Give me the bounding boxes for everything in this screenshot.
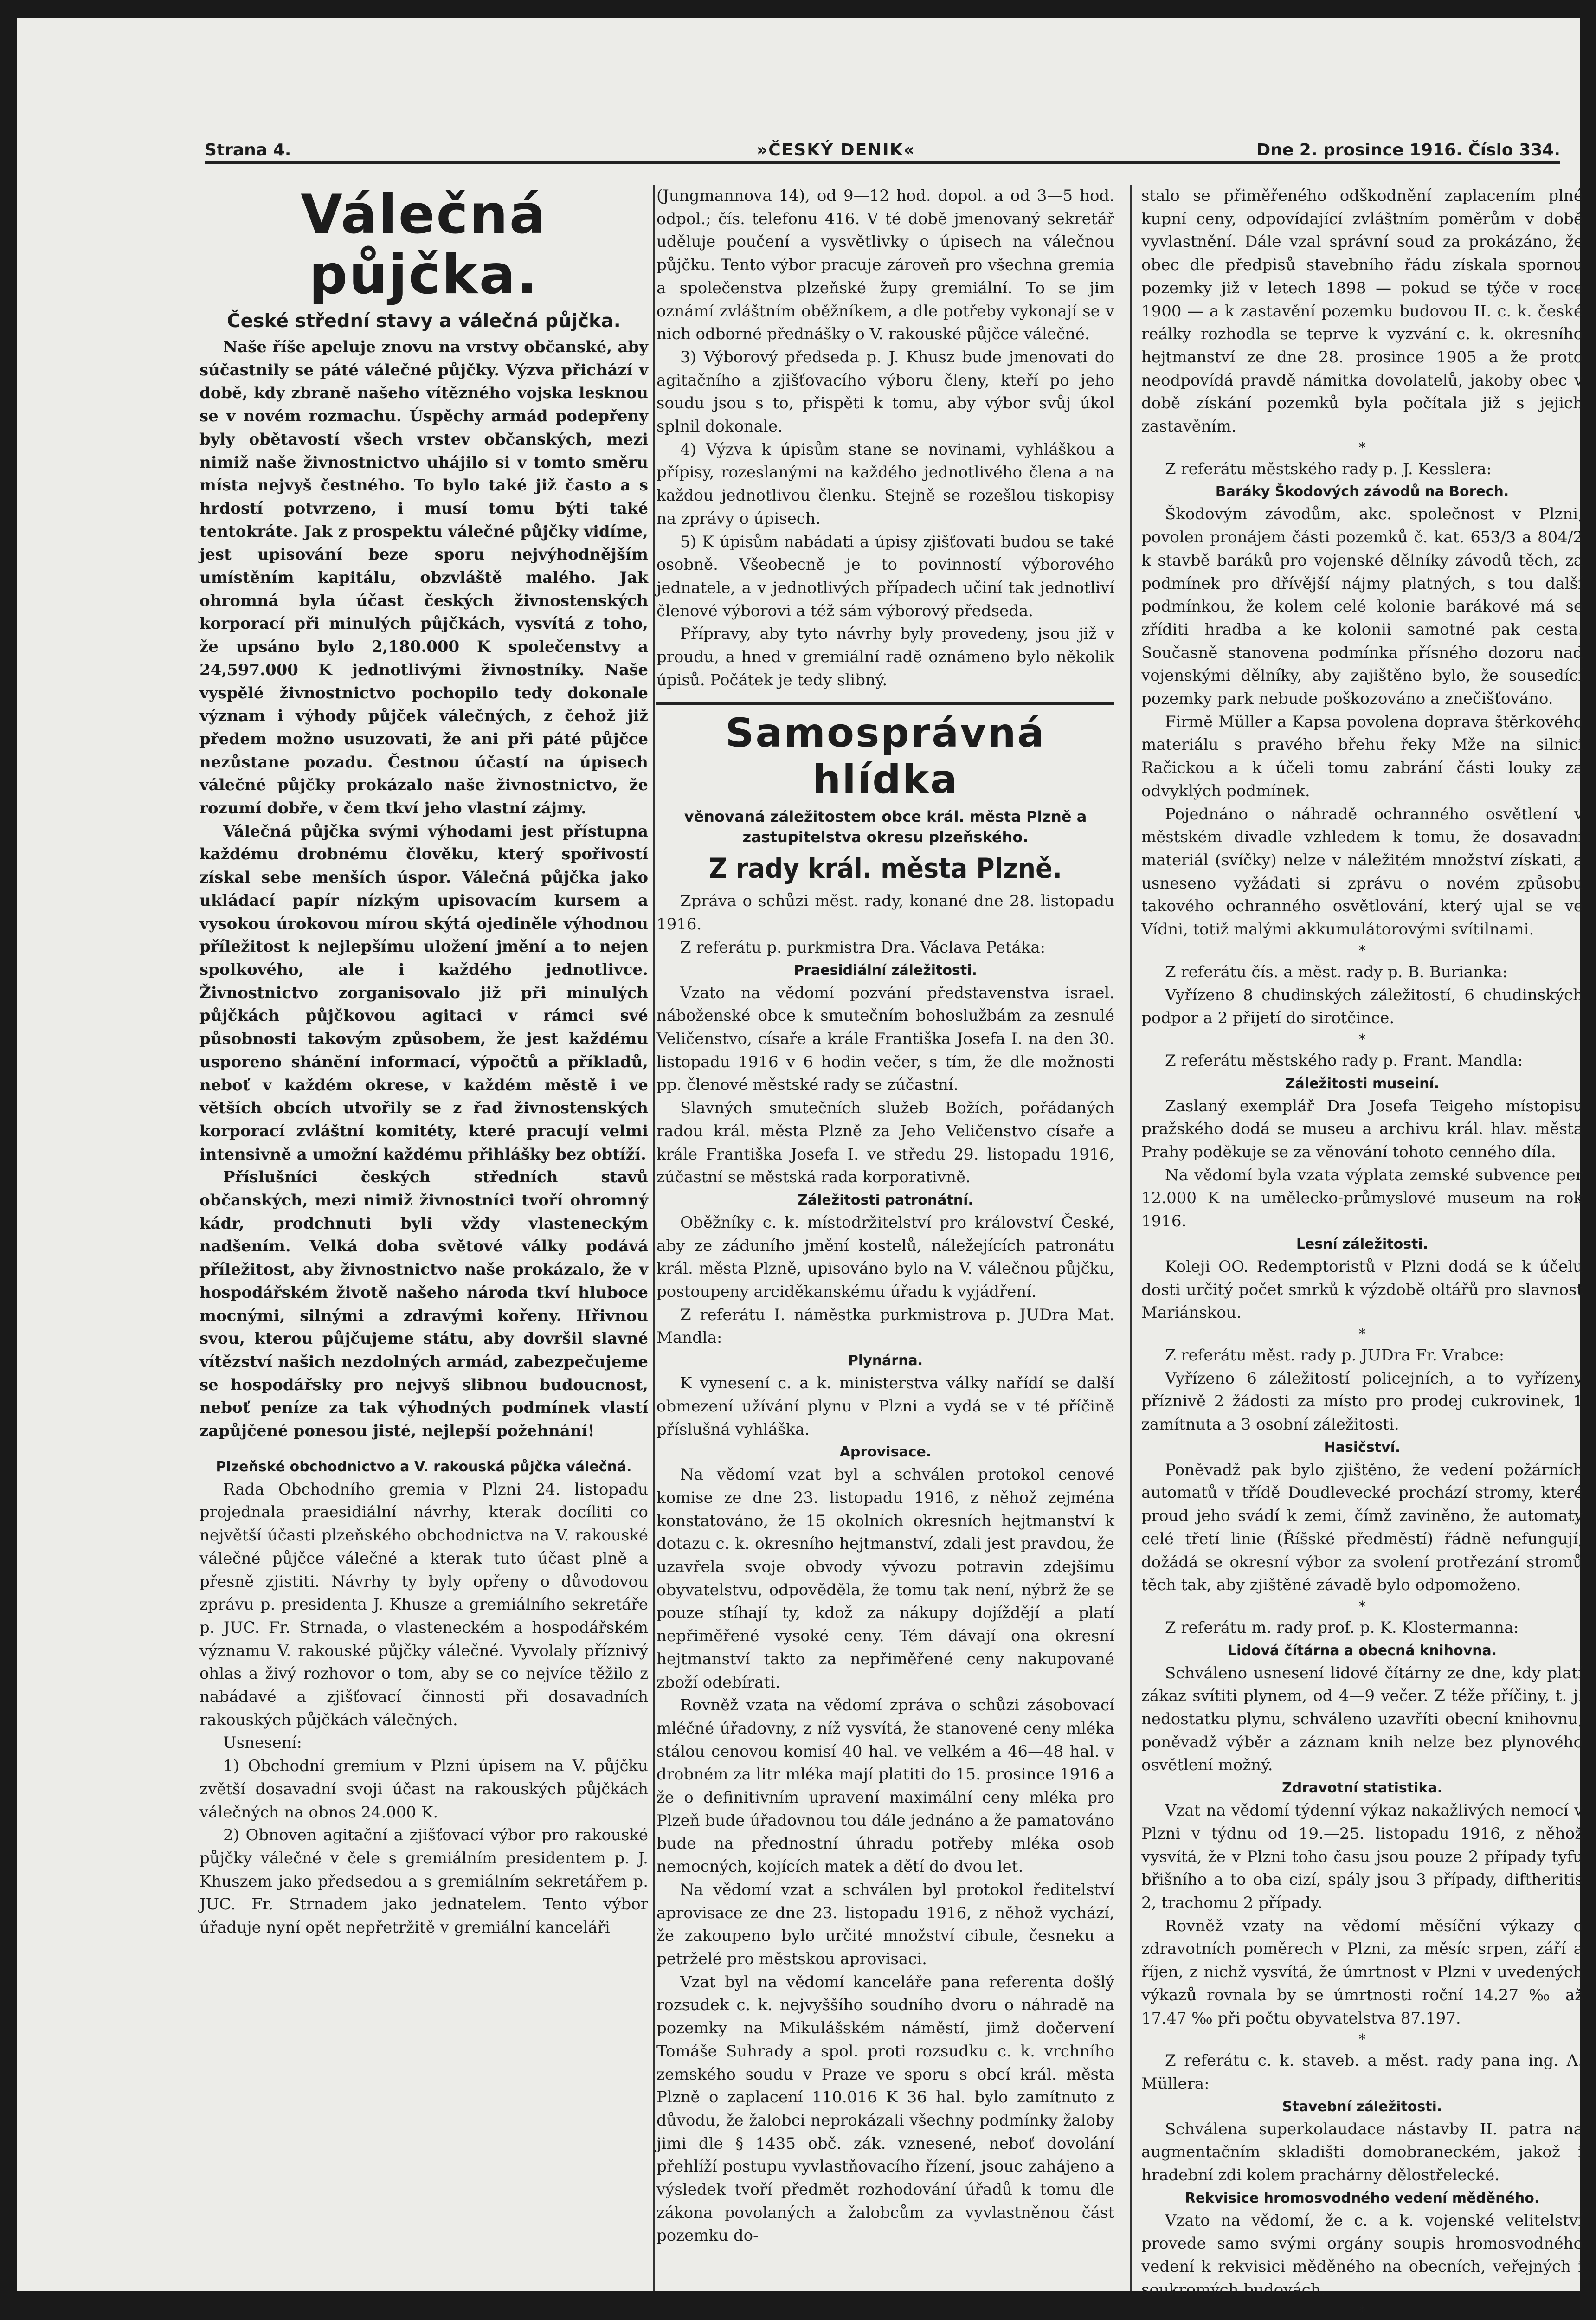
article-paragraph: Z referátu měst. rady p. JUDra Fr. Vrabce: [1165, 1346, 1505, 1365]
headline-municipal: Samosprávná hlídka [725, 710, 1046, 803]
separator-star: * [1358, 2031, 1366, 2048]
section-divider [656, 702, 1114, 705]
article-paragraph: Vzat na vědomí týdenní výkaz nakažlivých nemocí v Plzni v týdnu od 19.—25. listopadu 1916, z něhož vysvítá, že v Plzni toho času jsou pouze 2 případy tyfu břišního a to oba cizí, spály jsou 3 případy, diftheritis 2, trachomu 2 případy. [1141, 1801, 1583, 1912]
article-paragraph: 5) K úpisům nabádati a úpisy zjišťovati budou se také osobně. Všeobecně je to povinností výborového jednatele, a v jednotlivých případech učiní tak jednotliví členové výborovi a též sám výborový předseda. [656, 532, 1114, 620]
article-paragraph: Válečná půjčka svými výhodami jest přístupna každému drobnému člověku, který spořivostí získal sebe menších úspor. Válečná půjčka jako ukládací papír nízkým upisovacím kursem a vysokou úrokovou mírou skýtá ojediněle výhodnou příležitost k nejlepšímu uložení jmění a to nejen spolkového, ale i každého jednotlivce. Živnostnictvo zorganisovalo již při minulých půjčkách půjčkovou agitaci v rámci své působnosti takovým způsobem, že jest každému usporeno shánění informací, výpočtů a příkladů, neboť v každém okrese, v každém městě i ve větších obcích utvořily se z řad živnostenských korporací zvláštní komitéty, které pracují velmi intensivně a umožní každému přihlášky bez obtíží. [200, 822, 648, 1164]
article-paragraph: Oběžníky c. k. místodržitelství pro království České, aby ze záduního jmění kostelů, náležejících patronátu král. města Plzně, upisováno bylo na V. válečnou půjčku, postoupeny arciděkanskému úřadu k vyjádření. [656, 1213, 1114, 1302]
subsection-heading: Lesní záležitosti. [1296, 1236, 1429, 1252]
page-header [205, 143, 1560, 164]
subheadline: věnovaná záležitostem obce král. města Plzně a zastupitelstva okresu plzeňského. [684, 808, 1087, 846]
article-paragraph: Z referátu čís. a měst. rady p. B. Burianka: [1165, 962, 1508, 981]
issue-date: Dne 2. prosince 1916. Číslo 334. [1256, 141, 1560, 160]
article-paragraph: Škodovým závodům, akc. společnost v Plzni, povolen pronájem části pozemků č. kat. 653/3 a 804/2 k stavbě baráků pro vojenské dělníky závodů těch, za podmínek pro dřívější nájmy platných, s tou další podmínkou, že kolem celé kolonie barákové má se zříditi hradba a ke kolonii samotné pak cesta. Současně stanovena podmínka přísného dozoru nad vojenskými dělníky, aby zajištěno bylo, že sousedící pozemky park nebude poškozováno a znečišťováno. [1141, 505, 1583, 709]
article-paragraph: Naše říše apeluje znovu na vrstvy občanské, aby súčastnily se páté válečné půjčky. Výzva přichází v době, kdy zbraně našeho vítězného vojska lesknou se v novém rozmachu. Úspěchy armád podepřeny byly obětavostí všech vrstev občanských, mezi nimiž naše živnostnictvo uhájilo si v tomto směru místa nejvyš čestného. To bylo také již často a s hrdostí potvrzeno, i musí tomu býti také tentokráte. Jak z prospektu válečné půjčky vidíme, jest upisování beze sporu nejvýhodnějším umístěním kapitálu, obzvláště malého. Jak ohromná byla účast českých živnostenských korporací při minulých půjčkách, vysvítá z toho, že upsáno bylo 2,180.000 K společenstvy a 24,597.000 K jednotlivými živnostníky. Naše vyspělé živnostnictvo pochopilo tedy dokonale význam i výhody půjček válečných, z čehož již předem možno usuzovati, že ani při páté půjčce nezůstane pozadu. Čestnou účastí na úpisech válečné půjčky prokázalo naše živnostnictvo, že rozumí dobře, v čem tkví jeho vlastní zájmy. [200, 338, 648, 818]
article-paragraph: Z referátu městského rady p. J. Kesslera: [1165, 459, 1492, 478]
column-1 [198, 185, 650, 2291]
article-paragraph: 4) Výzva k úpisům stane se novinami, vyhláškou a přípisy, rozeslanými na každého jednotlivého člena a na každou jednotlivou členku. Stejně se rozešlou tiskopisy na zprávy o úpisech. [656, 440, 1114, 528]
article-paragraph: Vzato na vědomí pozvání představenstva israel. náboženské obce k smutečním bohoslužbám za zesnulé Veličenstvo, císaře a krále Františka Josefa I. na den 30. listopadu 1916 v 6 hodin večer, s tím, že dle možnosti pp. členové městské rady se zúčastní. [656, 983, 1114, 1095]
subsection-heading: Záležitosti museiní. [1285, 1075, 1440, 1092]
subsection-heading: Rekvisice hromosvodného vedení měděného. [1184, 2190, 1540, 2206]
article-paragraph: Rovněž vzata na vědomí zpráva o schůzi zásobovací mléčné úřadovny, z níž vysvítá, že stanovené ceny mléka stálou cenovou komisí 40 hal. ve velkém a 46—48 hal. v drobném za litr mléka mají platiti do 15. prosince 1916 a že o definitivním upravení maximální ceny mléka pro Plzeň bude úřadovnou tou dále jednáno a že pamatováno bude na přednostní úhradu potřeby mléka osob nemocných, kojících matek a dětí do dvou let. [656, 1696, 1114, 1876]
article-paragraph: Schválena superkolaudace nástavby II. patra na augmentačním skladišti domobraneckém, jakož i hradební zdi kolem prachárny dělostřelecké. [1141, 2120, 1583, 2185]
article-paragraph: Koleji OO. Redemptoristů v Plzni dodá se k účelu dosti určitý počet smrků k výzdobě oltářů pro slavnost Mariánskou. [1141, 1257, 1583, 1322]
article-paragraph: Vzat byl na vědomí kanceláře pana referenta došlý rozsudek c. k. nejvyššího soudního dvoru o náhradě na pozemky na Mikulášském náměstí, jimž dočervení Tomáše Suhrady a spol. proti rozsudku c. k. vrchního zemského soudu v Praze ve sporu s obcí král. města Plzně o zaplacení 110.016 K 36 hal. bylo zamítnuto z důvodu, že žalobci neprokázali všechny podmínky žaloby jimi dle § 1435 obč. zák. vznesené, neboť dovolání přehlíží postupu vyvlastňovacího řízení, jsouc zahájeno a výsledek tvoří předmět rozhodování úřadů k tomu dle zákona povolaných a žalobcům za vyvlastněnou část pozemku do- [656, 1972, 1114, 2245]
article-paragraph: 2) Obnoven agitační a zjišťovací výbor pro rakouské půjčky válečné v čele s gremiálním presidentem p. J. Khuszem jako předsedou a s gremiálním sekretářem p. JUC. Fr. Strnadem jako jednatelem. Tento výbor úřaduje nyní opět nepřetržitě v gremiální kanceláři [200, 1826, 648, 1937]
article-paragraph: Z referátu c. k. staveb. a měst. rady pana ing. A. Müllera: [1141, 2051, 1583, 2093]
column-3 [1139, 185, 1585, 2320]
subsection-heading: Baráky Škodových závodů na Borech. [1215, 483, 1509, 500]
article-paragraph: Na vědomí vzat byl a schválen protokol cenové komise ze dne 23. listopadu 1916, z něhož zejména konstatováno, že 15 okolních okresních hejtmanství k dotazu c. k. okresního hejtmanství, zdali jest pravdou, že uzavřela svoje obvody vývozu potravin zdejšímu obyvatelstvu, odpověděla, že tomu tak není, nýbrž že se pouze stíhají ty, kdož za nákupy dojíždějí a platí nepřiměřené vysoké ceny. Tém dávají ona okresní hejtmanství takto za nepřiměřené ceny nakupované zboží odebírati. [656, 1465, 1114, 1692]
newspaper-title: »ČESKÝ DENIK« [757, 141, 915, 160]
article-paragraph: Z referátu městského rady p. Frant. Mandla: [1165, 1051, 1523, 1070]
separator-star: * [1358, 1326, 1366, 1342]
article-paragraph: Vyřízeno 8 chudinských záležitostí, 6 chudinských podpor a 2 přijetí do sirotčince. [1141, 986, 1583, 1028]
article-paragraph: Na vědomí byla vzata výplata zemské subvence per 12.000 K na umělecko-průmyslové museum na rok 1916. [1141, 1166, 1583, 1231]
article-paragraph: Z referátu m. rady prof. p. K. Klostermanna: [1165, 1618, 1519, 1637]
article-paragraph: 1) Obchodní gremium v Plzni úpisem na V. půjčku zvětší dosavadní svoji účast na rakouských půjčkách válečných na obnos 24.000 K. [200, 1757, 648, 1822]
subsection-heading: Praesidiální záležitosti. [794, 962, 977, 979]
separator-star: * [1358, 439, 1366, 456]
section-heading: Plzeňské obchodnictvo a V. rakouská půjčka válečná. [216, 1458, 632, 1475]
subsection-heading: Plynárna. [848, 1353, 923, 1369]
subsection-heading: Lidová čítárna a obecná knihovna. [1227, 1642, 1497, 1659]
newspaper-page [17, 18, 1583, 2320]
article-paragraph: Z referátu p. purkmistra Dra. Václava Petáka: [680, 938, 1046, 957]
article-paragraph: Poněvadž pak bylo zjištěno, že vedení požárních automatů v třídě Doudlevecké prochází stromy, které proud jeho svádí k zemi, čímž zaviněno, že automaty celé třetí linie (Říšské předměstí) řádně nefungují, dožádá se okresní výbor za svolení protřezání stromů těch tak, aby zjištěné závadě bylo odpomoženo. [1141, 1460, 1583, 1595]
separator-star: * [1358, 2303, 1366, 2320]
article-paragraph: Pojednáno o náhradě ochranného osvětlení v městském divadle vzhledem k tomu, že dosavadní materiál (svíčky) nelze v náležitém množství získati, a usneseno vyžádati si zprávu o novém způsobu takového ochranného osvětlování, který ujal se ve Vídni, totiž malými akkumulátorovými svítilnami. [1141, 805, 1583, 939]
article-paragraph: Zpráva o schůzi měst. rady, konané dne 28. listopadu 1916. [656, 892, 1114, 934]
article-paragraph: Schváleno usnesení lidové čítárny ze dne, kdy platí zákaz svítiti plynem, od 4—9 večer. Z téže příčiny, t. j. nedostatku plynu, schváleno uzavříti obecní knihovnu, poněvadž výběr a záznam knih nelze bez plynového osvětlení možný. [1141, 1663, 1583, 1775]
subsection-heading: Stavební záležitosti. [1282, 2098, 1442, 2115]
article-paragraph: Zaslaný exemplář Dra Josefa Teigeho místopisu pražského dodá se museu a archivu král. hlav. města Prahy poděkuje se za věnování tohoto cenného díla. [1141, 1096, 1583, 1162]
subsection-heading: Aprovisace. [839, 1444, 932, 1461]
subsection-heading: Zdravotní statistika. [1282, 1780, 1442, 1797]
article-paragraph: Usnesení: [223, 1734, 302, 1753]
page-number: Strana 4. [205, 141, 291, 160]
article-paragraph: Rovněž vzaty na vědomí měsíční výkazy o zdravotních poměrech v Plzni, za měsíc srpen, září a říjen, z nichž vysvítá, že úmrtnost v Plzni v uvedených výkazů rovnala by se úmrtnosti roční 14.27 ‰ až 17.47 ‰ při počtu obyvatelstva 87.197. [1141, 1916, 1583, 2028]
article-paragraph: Na vědomí vzat a schválen byl protokol ředitelství aprovisace ze dne 23. listopadu 1916, z něhož vychází, že zakoupeno bylo určité množství cibule, česneku a petrželé pro městskou aprovisaci. [656, 1880, 1114, 1968]
article-paragraph: Slavných smutečních služeb Božích, pořádaných radou král. města Plzně za Jeho Veličenstvo císaře a krále Františka Josefa I. ve středu 29. listopadu 1916, zúčastní se městská rada korporativně. [656, 1099, 1114, 1187]
headline-war-loan: Válečná půjčka. [301, 183, 547, 306]
article-paragraph: Firmě Müller a Kapsa povolena doprava štěrkového materiálu s pravého břehu řeky Mže na silnici Račickou a k účeli tomu zabrání části louky za odvyklých podmínek. [1141, 712, 1583, 800]
article-paragraph: Z referátu I. náměstka purkmistrova p. JUDra Mat. Mandla: [656, 1305, 1114, 1347]
separator-star: * [1358, 942, 1366, 959]
article-paragraph: stalo se přiměřeného odškodnění zaplacením plné kupní ceny, odpovídající zvláštním poměrům v době vyvlastnění. Dále vzal správní soud za prokázáno, že obec dle předpisů stavebního řádu získala spornou pozemky již v letech 1898 — pokud se týče v roce 1900 — a k zastavění pozemku budovou II. c. k. české reálky rozhodla se teprve k vyzvání c. k. okresního hejtmanství ze dne 28. prosince 1905 a že proto neodpovídá pravdě námitka dovolatelů, jakoby obec v době získání pozemků byla počítala již s jejich zastavěním. [1141, 187, 1583, 436]
article-paragraph: Vzato na vědomí, že c. a k. vojenské velitelství provede samo svými orgány soupis hromosvodného vedení k rekvisici měděného na obecních, veřejných i soukromých budovách. [1141, 2211, 1583, 2299]
subsection-heading: Záležitosti patronátní. [798, 1192, 973, 1208]
subheadline: České střední stavy a válečná půjčka. [227, 310, 621, 332]
article-paragraph: Rada Obchodního gremia v Plzni 24. listopadu projednala praesidiální návrhy, kterak docíliti co největší účasti plzeňského obchodnictva na V. rakouské válečné půjčce válečné a kterak tuto účast plně a přesně zjistiti. Návrhy ty byly opřeny o důvodovou zprávu p. presidenta J. Khusze a gremiálního sekretáře p. JUC. Fr. Strnada, o vlasteneckém a hospodářském významu V. rakouské půjčky válečné. Vyvolaly příznivý ohlas a živý rozhovor o tom, aby se co nejvíce těžilo z nabádavé a zjišťovací činnosti při dosavadních rakouských půjčkách válečných. [200, 1480, 648, 1729]
article-paragraph: K vynesení c. a k. ministerstva války nařídí se další obmezení užívání plynu v Plzni a vydá se v té příčině příslušná vyhláška. [656, 1374, 1114, 1439]
separator-star: * [1358, 1031, 1366, 1048]
column-2 [655, 185, 1116, 2291]
section-title: Z rady král. města Plzně. [708, 852, 1062, 885]
article-paragraph: Příslušníci českých středních stavů občanských, mezi nimiž živnostníci tvoří ohromný kádr, prodchnuti byli vždy vlasteneckým nadšením. Velká doba světové války podává příležitost, aby živnostnictvo naše prokázalo, že v hospodářském životě našeho národa tkví hluboce mocnými, silnými a zdravými kořeny. Hřivnou svou, kterou půjčujeme státu, aby dovršil slavné vítězství našich nezdolných armád, zabezpečujeme se hospodářsky pro nejvyš slibnou budoucnost, neboť peníze za tak výhodných podmínek vlastí zapůjčené ponesou jisté, nejlepší požehnání! [200, 1168, 648, 1441]
article-paragraph: Přípravy, aby tyto návrhy byly provedeny, jsou již v proudu, a hned v gremiální radě oznámeno bylo několik úpisů. Počátek je tedy slibný. [656, 625, 1114, 690]
column-rule [1130, 185, 1132, 2291]
subsection-heading: Hasičství. [1324, 1439, 1401, 1456]
article-paragraph: Vyřízeno 6 záležitostí policejních, a to vyřízeny příznivě 2 žádosti za místo pro prodej cukrovinek, 1 zamítnuta a 3 osobní záležitosti. [1141, 1369, 1583, 1434]
separator-star: * [1358, 1598, 1366, 1615]
article-paragraph: 3) Výborový předseda p. J. Khusz bude jmenovati do agitačního a zjišťovacího výboru členy, kteří po jeho soudu jsou s to, přispěti k tomu, aby výbor svůj úkol splnil dokonale. [656, 348, 1114, 436]
article-paragraph: (Jungmannova 14), od 9—12 hod. dopol. a od 3—5 hod. odpol.; čís. telefonu 416. V té době jmenovaný sekretář uděluje poučení a vysvětlivky o úpisech na válečnou půjčku. Tento výbor pracuje zároveň pro všechna gremia a společenstva plzeňské župy gremiální. To se jim oznámí zvláštním oběžníkem, a dle potřeby vykonají se v nich odborné přednášky o V. rakouské půjčce válečné. [656, 187, 1114, 344]
